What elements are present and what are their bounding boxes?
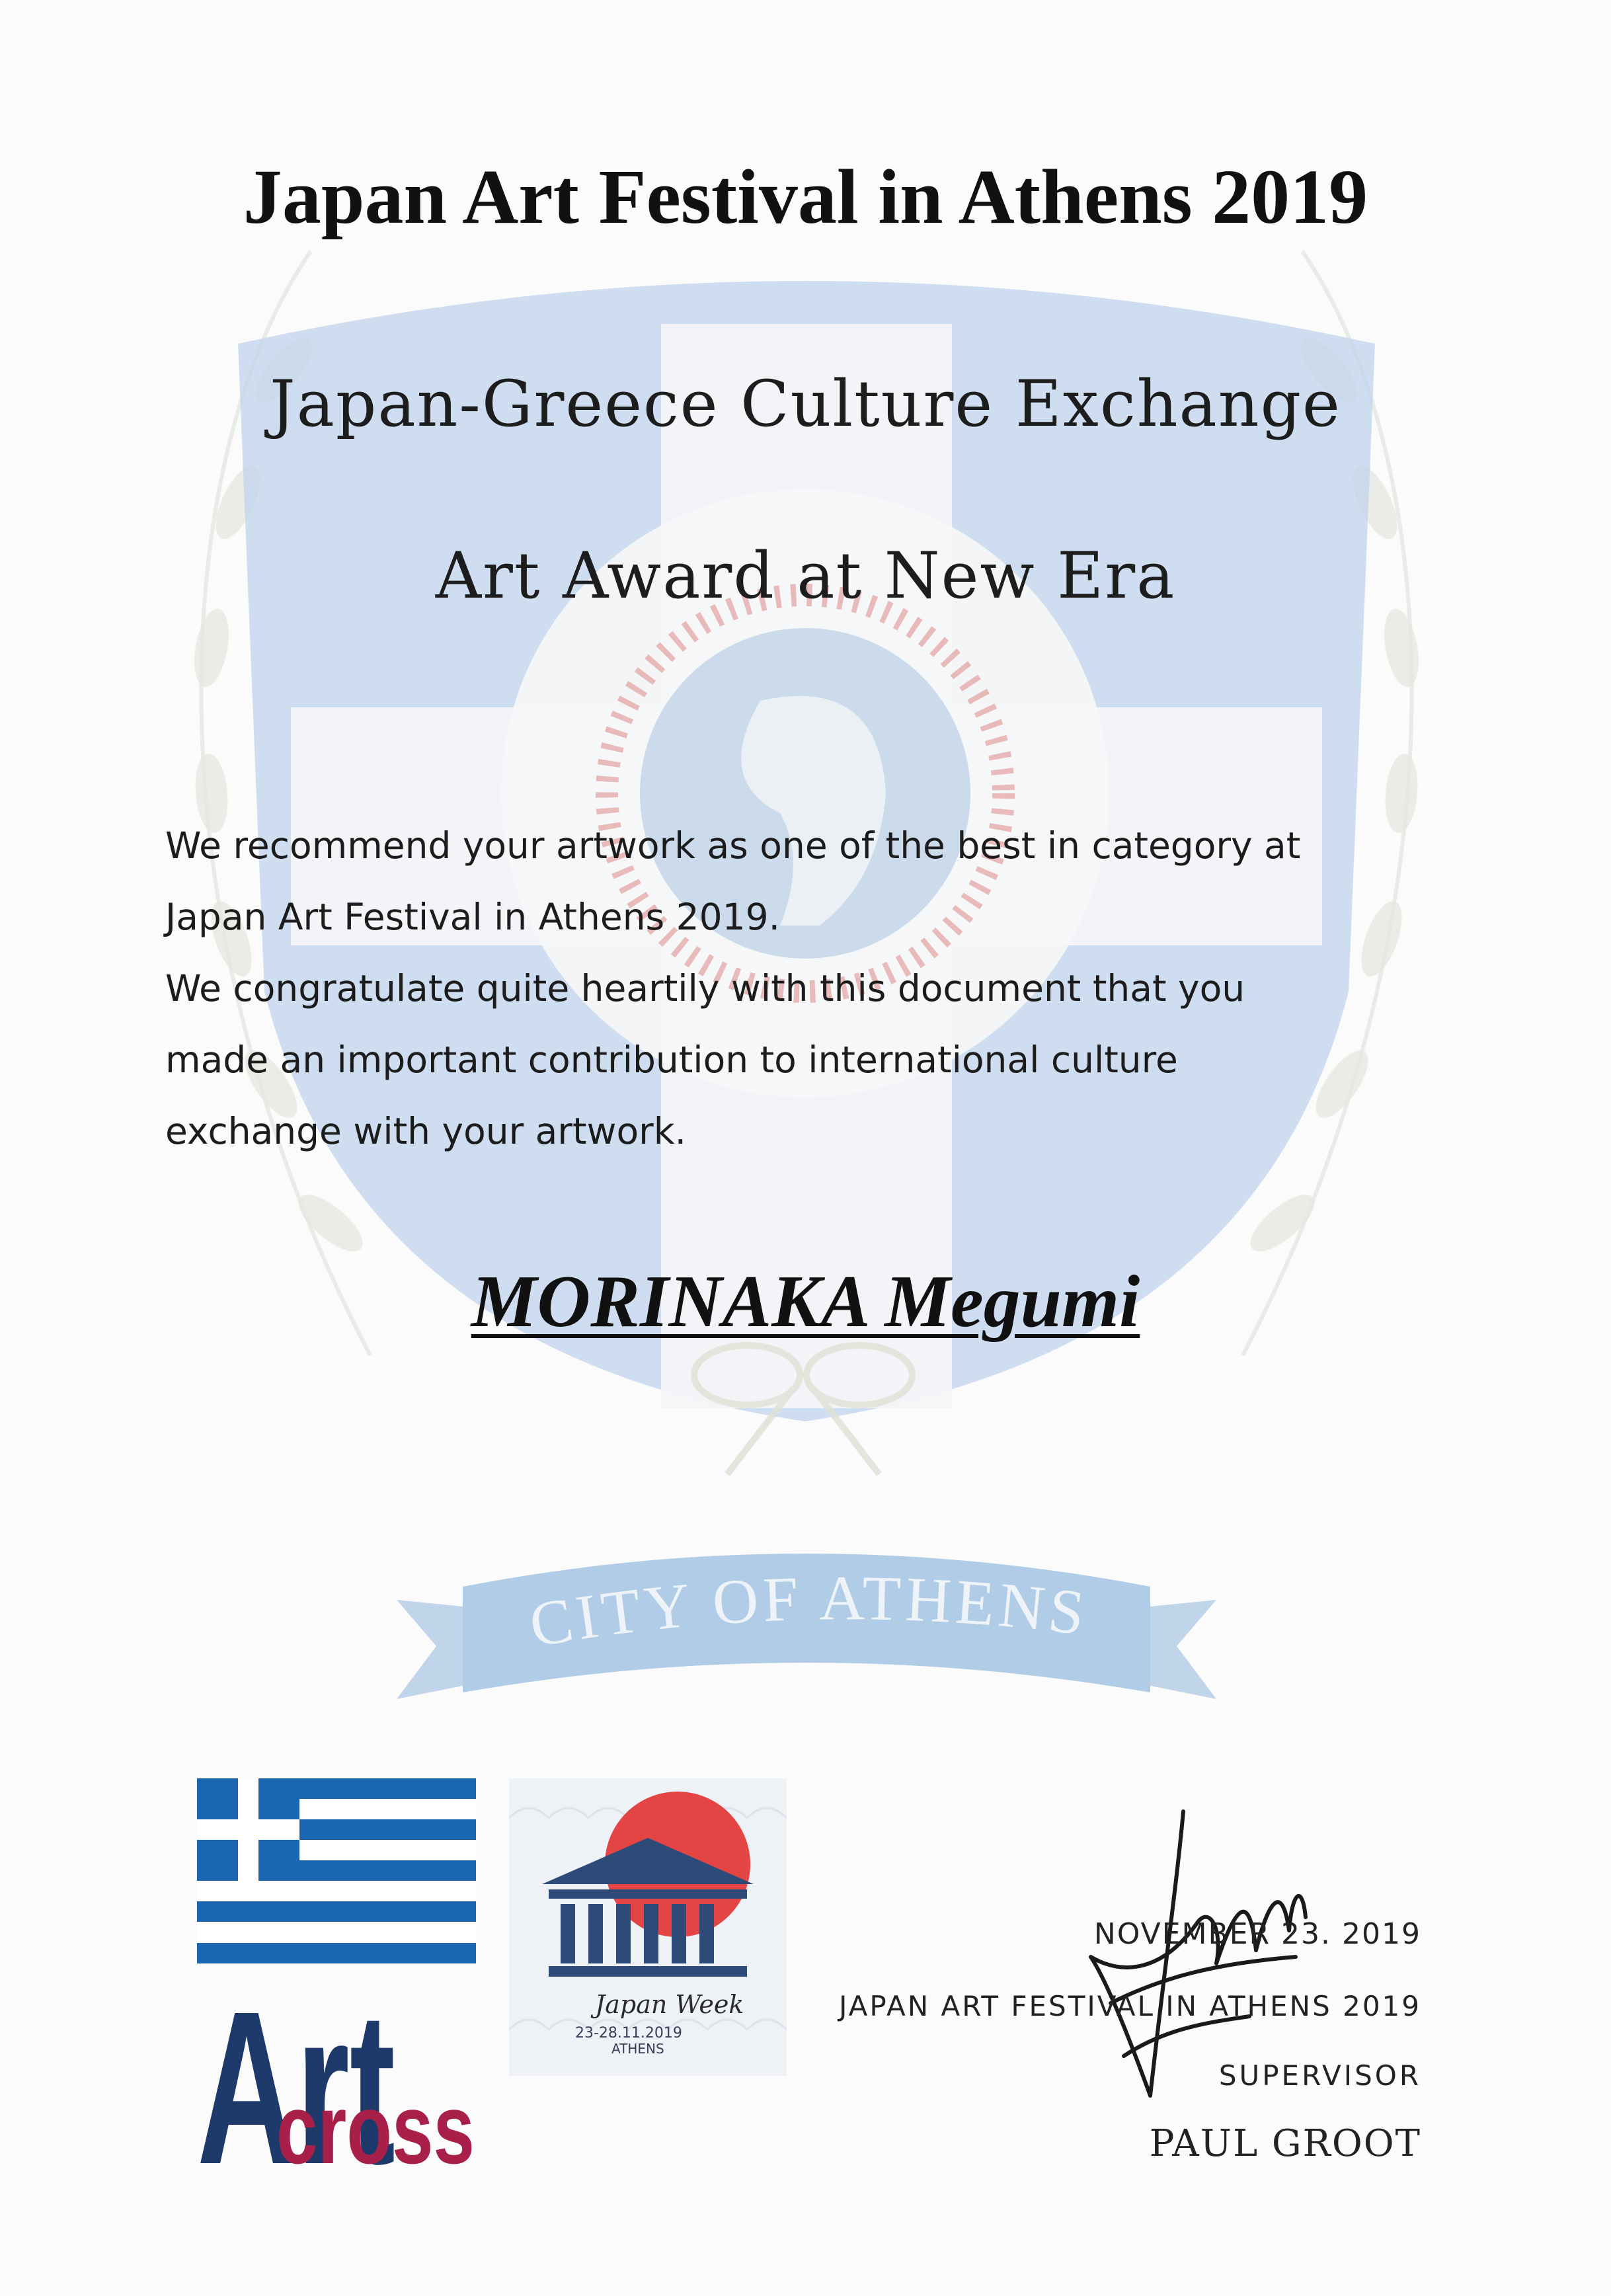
certificate-body (165, 810, 1434, 1167)
greek-flag-icon (197, 1778, 476, 1963)
japan-week-logo (509, 1778, 787, 2076)
svg-text:23-28.11.2019: 23-28.11.2019 (575, 2025, 682, 2041)
certificate-subtitle-award: Art Award at New Era (435, 539, 1176, 613)
certificate-subtitle-exchange: Japan-Greece Culture Exchange (270, 367, 1341, 441)
banner-text: CITY OF ATHENS (524, 1562, 1093, 1661)
svg-text:Art: Art (197, 1977, 395, 2168)
svg-text:ATHENS: ATHENS (611, 2041, 664, 2057)
body-line: Japan Art Festival in Athens 2019. (165, 896, 781, 938)
signer-role: SUPERVISOR (1218, 2059, 1421, 2092)
art-cross-logo (197, 1977, 488, 2168)
body-line: We congratulate quite heartily with this document that you (165, 967, 1245, 1009)
signer-name: PAUL GROOT (1149, 2122, 1421, 2165)
recipient-name: MORINAKA Megumi (471, 1261, 1140, 1343)
festival-name: JAPAN ART FESTIVAL IN ATHENS 2019 (838, 1990, 1421, 2022)
body-line: We recommend your artwork as one of the best in category at (165, 824, 1301, 867)
body-line: made an important contribution to international culture (165, 1039, 1178, 1081)
award-date: NOVEMBER 23. 2019 (1093, 1917, 1421, 1951)
body-line: exchange with your artwork. (165, 1110, 687, 1152)
certificate-title: Japan Art Festival in Athens 2019 (243, 153, 1368, 240)
japan-week-emblem-icon (509, 1778, 787, 2076)
svg-text:cross: cross (276, 2073, 475, 2168)
svg-text:Japan Week: Japan Week (595, 1990, 744, 2019)
